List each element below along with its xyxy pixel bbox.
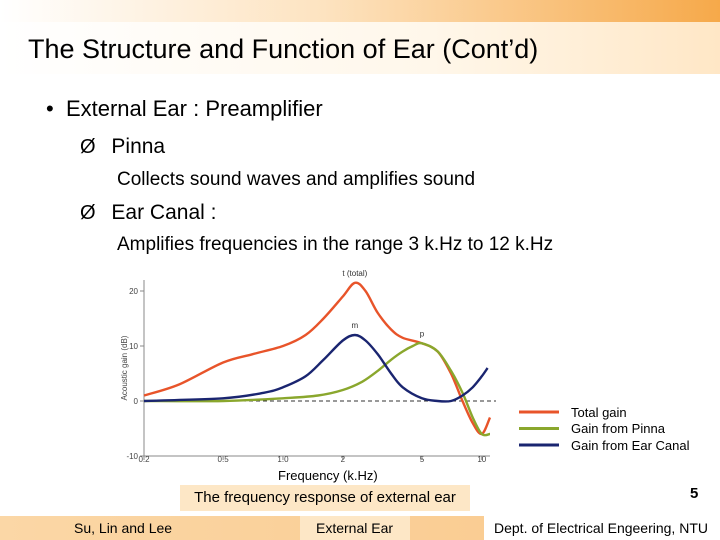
x-tick-label: 2 xyxy=(340,455,346,464)
figure-caption: The frequency response of external ear xyxy=(180,485,470,511)
x-tick-label: 0.2 xyxy=(138,455,150,464)
chart-axes xyxy=(120,280,496,464)
page-number: 5 xyxy=(690,485,699,502)
chart-x-axis-label: Frequency (k.Hz) xyxy=(278,468,378,483)
legend-label-total: Total gain xyxy=(571,405,627,420)
y-tick-label: 10 xyxy=(129,342,138,351)
y-tick-label: 0 xyxy=(133,397,138,406)
arrow-bullet-icon: Ø xyxy=(80,136,96,158)
bullet-text: External Ear : Preamplifier xyxy=(65,96,323,121)
bullet-marker: • xyxy=(46,96,54,121)
item-heading: Ear Canal : xyxy=(111,201,217,224)
footer-department: Dept. of Electrical Engeering, NTU xyxy=(494,520,708,536)
arrow-bullet-icon: Ø xyxy=(80,202,96,224)
chart-curves xyxy=(144,269,490,435)
footer-authors: Su, Lin and Lee xyxy=(74,520,173,536)
footer-topic: External Ear xyxy=(316,520,394,536)
x-tick-label: 5 xyxy=(419,455,425,464)
x-tick-label: 0.5 xyxy=(217,455,229,464)
x-tick-label: 10 xyxy=(477,455,487,464)
series-line-1 xyxy=(144,283,490,434)
item-heading: Pinna xyxy=(111,135,166,158)
y-tick-label: -10 xyxy=(126,452,138,461)
x-tick-label: 1.0 xyxy=(277,455,289,464)
y-tick-label: 20 xyxy=(129,287,138,296)
curve-label: t (total) xyxy=(342,268,368,278)
chart-legend xyxy=(519,412,559,445)
series-line-2 xyxy=(144,343,490,435)
item-detail-ear-canal: Amplifies frequencies in the range 3 k.Hz to 12 k.Hz xyxy=(117,234,554,255)
curve-label: p xyxy=(419,329,425,339)
curve-label: m xyxy=(351,321,359,330)
slide-title: The Structure and Function of Ear (Cont’d) xyxy=(28,34,539,64)
legend-label-ear-canal: Gain from Ear Canal xyxy=(571,438,690,453)
y-axis-label: Acoustic gain (dB) xyxy=(120,335,129,401)
series-line-3 xyxy=(144,335,488,402)
legend-label-pinna: Gain from Pinna xyxy=(571,421,665,436)
item-detail-pinna: Collects sound waves and amplifies sound xyxy=(117,169,476,190)
